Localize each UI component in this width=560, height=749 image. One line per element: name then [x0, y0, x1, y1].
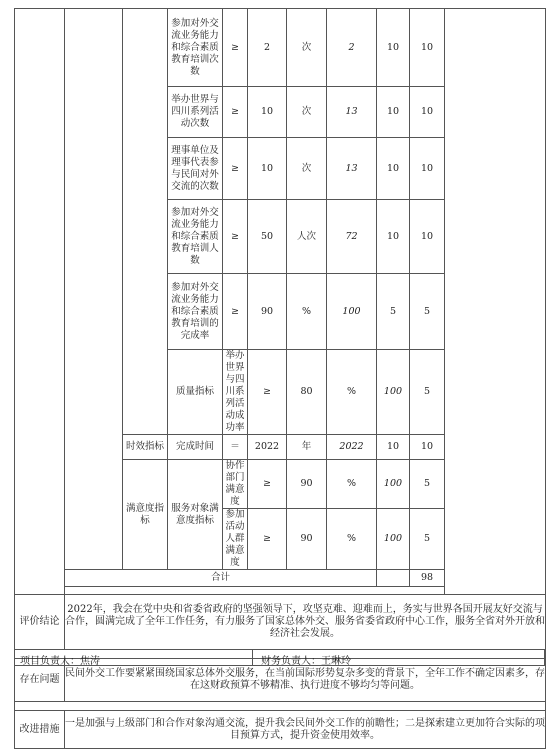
- weight: 5: [377, 274, 410, 350]
- category-timeliness: 时效指标: [123, 435, 168, 460]
- target-value: 90: [287, 460, 327, 509]
- target-value: 2022: [248, 435, 287, 460]
- indicator-name: 参加对外交流业务能力和综合素质教育培训的完成率: [168, 274, 223, 350]
- total-label: 合计: [65, 570, 377, 587]
- actual-value: 2022: [327, 435, 377, 460]
- indicator-name: 完成时间: [168, 435, 223, 460]
- target-value: 10: [248, 138, 287, 200]
- indicator-name: 举办世界与四川系列活动次数: [168, 87, 223, 138]
- actual-value: 13: [327, 138, 377, 200]
- evaluation-label: 评价结论: [15, 595, 65, 650]
- operator: ≥: [223, 274, 248, 350]
- target-value: 90: [287, 509, 327, 570]
- improvement-row: [15, 711, 546, 749]
- target-value: 2: [248, 9, 287, 87]
- score: 10: [410, 200, 445, 274]
- indicator-name: 参加活动人群满意度: [223, 509, 248, 570]
- indicator-name: 举办世界与四川系列活动成功率: [223, 350, 248, 435]
- unit: 次: [287, 9, 327, 87]
- weight: 5: [410, 509, 445, 570]
- blank-cell: [15, 9, 65, 595]
- target-value: 50: [248, 200, 287, 274]
- problems-label: 存在问题: [15, 659, 65, 702]
- target-value: 80: [287, 350, 327, 435]
- blank-cell: [65, 9, 123, 570]
- actual-value: 100: [377, 460, 410, 509]
- improvement-text: 一是加强与上级部门和合作对象沟通交流，提升我会民间外交工作的前瞻性；二是探索建立更加符合实际的项目预算方式，提升资金使用效率。: [65, 711, 546, 749]
- operator: ≥: [248, 509, 287, 570]
- category-satisfaction: 满意度指标: [123, 460, 168, 570]
- weight: 10: [377, 9, 410, 87]
- actual-value: 100: [377, 350, 410, 435]
- weight: 5: [410, 350, 445, 435]
- operator: ＝: [223, 435, 248, 460]
- unit: 次: [287, 87, 327, 138]
- category-quality: 质量指标: [168, 350, 223, 435]
- actual-value: 2: [327, 9, 377, 87]
- operator: ≥: [223, 9, 248, 87]
- signature-footer: [14, 649, 545, 666]
- actual-value: 100: [377, 509, 410, 570]
- finance-lead: 财务负责人：王琳玲: [261, 656, 351, 667]
- total-score: 98: [410, 570, 445, 587]
- spacer-row: [15, 702, 546, 711]
- target-value: 90: [248, 274, 287, 350]
- indicator-name: 参加对外交流业务能力和综合素质教育培训人数: [168, 200, 223, 274]
- operator: ≥: [223, 200, 248, 274]
- operator: ≥: [248, 350, 287, 435]
- actual-value: 72: [327, 200, 377, 274]
- problems-text: 民间外交工作要紧紧围绕国家总体外交服务，在当前国际形势复杂多变的背景下，全年工作不确定因素多，存在这财政预算不够精准、执行进度不够均匀等问题。: [65, 659, 546, 702]
- project-lead: 项目负责人：焦涛: [20, 656, 100, 667]
- improvement-label: 改进措施: [15, 711, 65, 749]
- actual-value: 100: [327, 274, 377, 350]
- unit: %: [287, 274, 327, 350]
- score: 10: [410, 435, 445, 460]
- indicator-name: 协作部门满意度: [223, 460, 248, 509]
- unit: 年: [287, 435, 327, 460]
- unit: %: [327, 350, 377, 435]
- score: 10: [410, 138, 445, 200]
- blank-cell: [123, 9, 168, 435]
- score: 10: [410, 87, 445, 138]
- performance-indicator-table: [14, 8, 546, 749]
- weight: 10: [377, 435, 410, 460]
- operator: ≥: [223, 87, 248, 138]
- weight: 5: [410, 460, 445, 509]
- blank-cell: [445, 9, 546, 595]
- unit: %: [327, 460, 377, 509]
- unit: 次: [287, 138, 327, 200]
- footer-divider: [252, 650, 253, 665]
- unit: %: [327, 509, 377, 570]
- score: 5: [410, 274, 445, 350]
- weight: 10: [377, 138, 410, 200]
- target-value: 10: [248, 87, 287, 138]
- blank-cell: [377, 570, 410, 587]
- actual-value: 13: [327, 87, 377, 138]
- unit: 人次: [287, 200, 327, 274]
- table-row: [15, 9, 546, 87]
- indicator-name: 理事单位及理事代表参与民间对外交流的次数: [168, 138, 223, 200]
- score: 10: [410, 9, 445, 87]
- category-service-object: 服务对象满意度指标: [168, 460, 223, 570]
- indicator-name: 参加对外交流业务能力和综合素质教育培训次数: [168, 9, 223, 87]
- blank-cell: [15, 702, 546, 711]
- evaluation-text: 2022年，我会在党中央和省委省政府的坚强领导下，攻坚克难、迎难而上，务实与世界各国开展友好交流与合作，圆满完成了全年工作任务，有力服务了国家总体外交、服务省委省政府中心工作，服务全省对外开放和经济社会发展。: [65, 595, 546, 650]
- weight: 10: [377, 87, 410, 138]
- weight: 10: [377, 200, 410, 274]
- operator: ≥: [248, 460, 287, 509]
- evaluation-row: [15, 595, 546, 650]
- operator: ≥: [223, 138, 248, 200]
- blank-cell: [65, 587, 445, 595]
